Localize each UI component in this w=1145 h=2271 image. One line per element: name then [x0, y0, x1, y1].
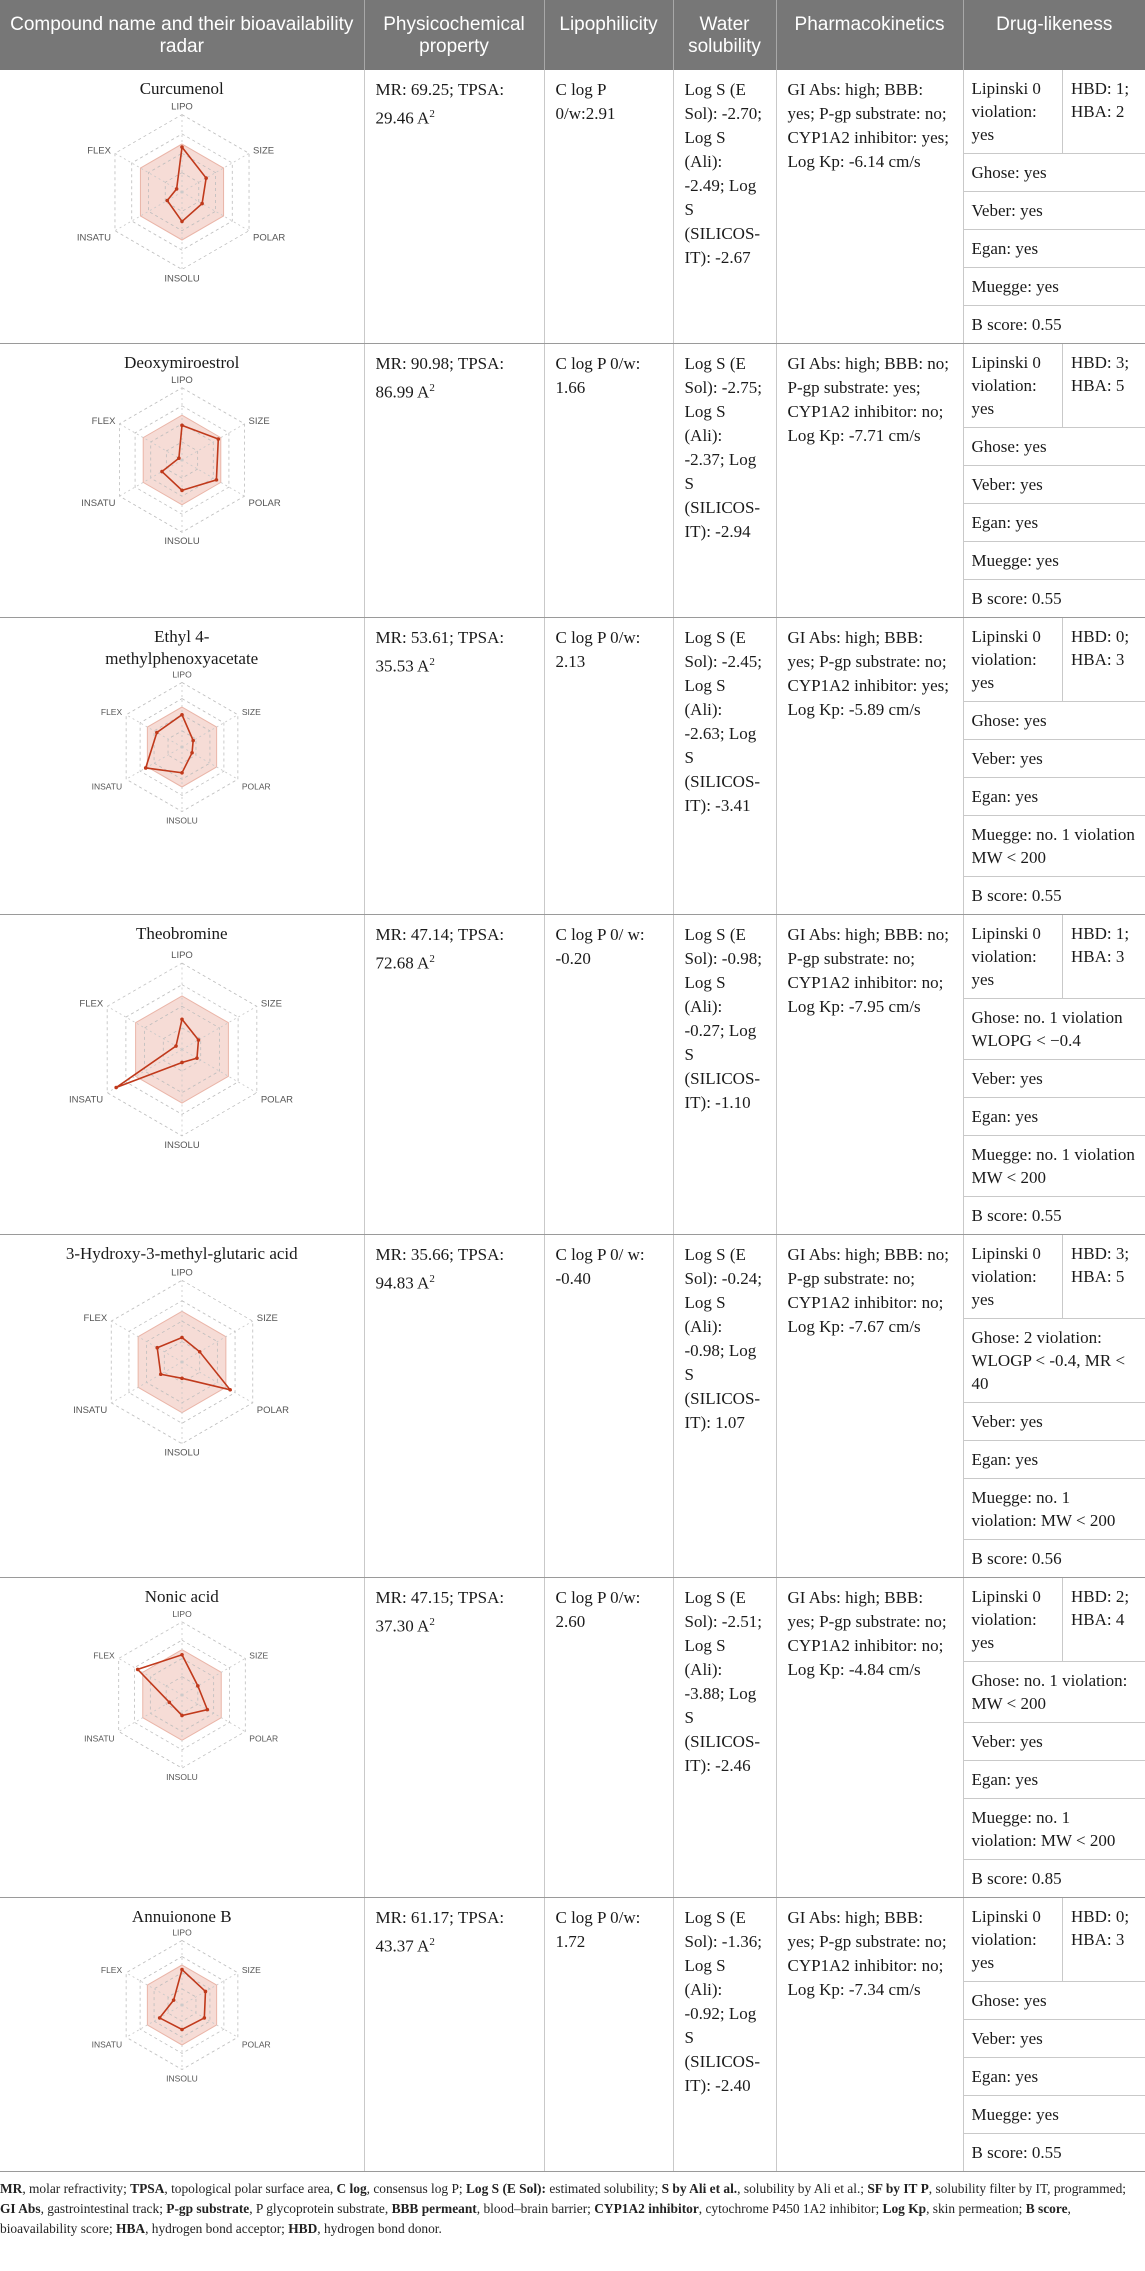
radar-label-lipo: LIPO [172, 1608, 192, 1619]
radar-point-size [198, 1350, 202, 1354]
water-solubility-value: Log S (E Sol): -1.36; Log S (Ali): -0.92; Log S (SILICOS-IT): -2.40 [684, 1908, 762, 2095]
drug-likeness-rule: B score: 0.55 [971, 315, 1062, 334]
compound-name: Deoxymiroestrol [124, 353, 240, 372]
lipinski-rule: Lipinski 0 violation: yes [964, 618, 1063, 702]
water-solubility-cell [673, 344, 776, 618]
footnote-definition: , bioavailability score; [0, 2201, 1071, 2236]
footnote-term: Log Kp [882, 2201, 927, 2216]
radar-label-insolu: INSOLU [164, 1139, 200, 1151]
radar-label-flex: FLEX [100, 1964, 122, 1975]
drug-likeness-rule: Egan: yes [964, 2058, 1145, 2096]
lipophilicity-value: C log P 0/w: 2.60 [555, 1588, 641, 1631]
footnote-term: Log S (E Sol): [465, 2181, 546, 2196]
water-solubility-cell [673, 70, 776, 344]
compound-cell [0, 1578, 364, 1898]
radar-point-lipo [180, 1653, 184, 1657]
drug-likeness-cell [963, 1578, 1145, 1898]
radar-label-insatu: INSATU [91, 781, 122, 792]
table-row [0, 618, 1145, 915]
water-solubility-cell [673, 1235, 776, 1578]
radar-point-flex [177, 456, 181, 460]
radar-point-insolu [180, 220, 184, 224]
radar-point-polar [202, 2016, 206, 2020]
pharmacokinetics-cell [776, 1578, 963, 1898]
drug-likeness-rules [964, 1235, 1145, 1577]
footnote-definition: , cytochrome P450 1A2 inhibitor; [698, 2201, 883, 2216]
header-compound: Compound name and their bioavailability radar [0, 0, 364, 70]
radar-label-size: SIZE [256, 1313, 278, 1325]
footnote-term: C log [336, 2181, 367, 2196]
squared-superscript: 2 [429, 1936, 435, 1948]
radar-point-lipo [180, 1336, 184, 1340]
radar-label-insolu: INSOLU [164, 1447, 200, 1459]
footnote-definition: , solubility filter by IT, programmed; [928, 2181, 1126, 2196]
radar-point-size [204, 176, 208, 180]
drug-likeness-rule: Veber: yes [964, 1723, 1145, 1761]
footnote-term: CYP1A2 inhibitor [594, 2201, 699, 2216]
lipinski-rule: Lipinski 0 violation: yes [964, 1898, 1063, 1982]
drug-likeness-rules [964, 1578, 1145, 1897]
radar-label-flex: FLEX [93, 1650, 115, 1661]
physchem-value: MR: 35.66; TPSA: 94.83 A [375, 1245, 505, 1293]
drug-likeness-rules [964, 1898, 1145, 2171]
table-row [0, 1578, 1145, 1898]
radar-point-lipo [180, 713, 184, 717]
lipophilicity-value: C log P 0/w: 2.13 [555, 628, 641, 671]
hbd-hba-value: HBD: 3; HBA: 5 [1063, 1235, 1145, 1319]
lipophilicity-cell [544, 1898, 673, 2172]
radar-label-insatu: INSATU [68, 1094, 103, 1106]
compound-name: Annuionone B [131, 1907, 232, 1926]
radar-label-insolu: INSOLU [164, 273, 200, 285]
radar-point-flex [155, 1346, 159, 1350]
drug-likeness-rule: Veber: yes [964, 192, 1145, 230]
drug-likeness-rule: Muegge: yes [964, 268, 1145, 306]
drug-likeness-rules [964, 915, 1145, 1234]
radar-label-flex: FLEX [91, 415, 116, 427]
physchem-cell [364, 344, 544, 618]
radar-point-insatu [159, 1372, 163, 1376]
table-row [0, 915, 1145, 1235]
footnote-term: MR [0, 2181, 23, 2196]
drug-likeness-rule: Veber: yes [964, 1060, 1145, 1098]
water-solubility-value: Log S (E Sol): -2.45; Log S (Ali): -2.63; Log S (SILICOS-IT): -3.41 [684, 628, 762, 815]
radar-label-size: SIZE [248, 415, 270, 427]
lipophilicity-cell [544, 915, 673, 1235]
radar-point-insolu [180, 1061, 184, 1065]
compound-cell [0, 1898, 364, 2172]
radar-point-insolu [180, 1714, 184, 1718]
radar-label-size: SIZE [241, 706, 261, 717]
radar-label-lipo: LIPO [172, 669, 192, 680]
radar-point-insatu [144, 766, 148, 770]
footnote-term: B score [1025, 2201, 1068, 2216]
radar-point-size [203, 1990, 207, 1994]
radar-point-insolu [180, 2028, 184, 2032]
hbd-hba-value: HBD: 1; HBA: 2 [1063, 70, 1145, 154]
table-footnote [0, 2172, 1145, 2239]
radar-point-insolu [180, 489, 184, 493]
water-solubility-value: Log S (E Sol): -2.51; Log S (Ali): -3.88; Log S (SILICOS-IT): -2.46 [684, 1588, 762, 1775]
water-solubility-value: Log S (E Sol): -2.75; Log S (Ali): -2.37; Log S (SILICOS-IT): -2.94 [684, 354, 762, 541]
header-pharmacokinetics: Pharmacokinetics [776, 0, 963, 70]
radar-point-flex [174, 1044, 178, 1048]
footnote-term: HBA [116, 2221, 146, 2236]
drug-likeness-rule: Egan: yes [964, 1098, 1145, 1136]
bioavailability-radar [77, 1608, 287, 1783]
lipophilicity-value: C log P 0/w: 1.66 [555, 354, 641, 397]
radar-label-size: SIZE [252, 145, 274, 157]
lipophilicity-value: C log P 0/ w: -0.20 [555, 925, 645, 968]
header-drug-likeness: Drug-likeness [963, 0, 1145, 70]
squared-superscript: 2 [429, 108, 435, 120]
drug-likeness-rules [964, 70, 1145, 343]
radar-label-polar: POLAR [256, 1404, 289, 1416]
footnote-term: HBD [288, 2221, 318, 2236]
water-solubility-cell [673, 915, 776, 1235]
radar-label-flex: FLEX [79, 998, 103, 1010]
hbd-hba-value: HBD: 0; HBA: 3 [1063, 618, 1145, 702]
lipophilicity-cell [544, 1235, 673, 1578]
footnote-definition: , molar refractivity; [22, 2181, 131, 2196]
drug-likeness-rule: Egan: yes [964, 230, 1145, 268]
lipophilicity-cell [544, 618, 673, 915]
bioavailability-radar [77, 1927, 287, 2084]
footnote-term: SF by IT P [867, 2181, 929, 2196]
lipinski-rule: Lipinski 0 violation: yes [964, 915, 1063, 999]
water-solubility-cell [673, 618, 776, 915]
radar-point-flex [172, 1998, 176, 2002]
radar-point-insolu [180, 771, 184, 775]
radar-label-insolu: INSOLU [165, 1772, 198, 1783]
pharmacokinetics-cell [776, 1898, 963, 2172]
physchem-value: MR: 69.25; TPSA: 29.46 A [375, 80, 505, 128]
radar-point-polar [214, 478, 218, 482]
drug-likeness-rule: Ghose: 2 violation: WLOGP < -0.4, MR < 40 [964, 1319, 1145, 1403]
squared-superscript: 2 [429, 1616, 435, 1628]
radar-label-insatu: INSATU [72, 1404, 107, 1416]
physchem-cell [364, 618, 544, 915]
radar-label-lipo: LIPO [170, 374, 193, 386]
drug-likeness-rule: Ghose: no. 1 violation: MW < 200 [964, 1662, 1145, 1723]
pharmacokinetics-cell [776, 1235, 963, 1578]
radar-label-polar: POLAR [248, 498, 281, 510]
radar-label-polar: POLAR [241, 781, 271, 792]
footnote-definition: estimated solubility; [545, 2181, 662, 2196]
radar-label-lipo: LIPO [170, 1267, 193, 1279]
compound-name: Ethyl 4-methylphenoxyacetate [105, 627, 259, 668]
drug-likeness-rule: Muegge: yes [964, 2096, 1145, 2134]
drug-likeness-rule: Veber: yes [964, 1403, 1145, 1441]
drug-likeness-rule: Muegge: no. 1 violation: MW < 200 [964, 1799, 1145, 1860]
drug-likeness-rule: B score: 0.56 [971, 1549, 1062, 1568]
radar-point-insolu [180, 1377, 184, 1381]
radar-label-polar: POLAR [241, 2039, 271, 2050]
lipophilicity-cell [544, 344, 673, 618]
drug-likeness-rule: B score: 0.85 [971, 1869, 1062, 1888]
water-solubility-cell [673, 1898, 776, 2172]
lipinski-rule: Lipinski 0 violation: yes [964, 1578, 1063, 1662]
physchem-value: MR: 90.98; TPSA: 86.99 A [375, 354, 505, 402]
water-solubility-value: Log S (E Sol): -0.24; Log S (Ali): -0.98; Log S (SILICOS-IT): 1.07 [684, 1245, 762, 1432]
drug-likeness-rule: Ghose: yes [964, 154, 1145, 192]
radar-label-flex: FLEX [86, 145, 111, 157]
footnote-definition: , topological polar surface area, [164, 2181, 337, 2196]
compound-name: Nonic acid [144, 1587, 219, 1606]
footnote-term: TPSA [130, 2181, 165, 2196]
pharmacokinetics-value: GI Abs: high; BBB: no; P-gp substrate: yes; CYP1A2 inhibitor: no; Log Kp: -7.71 cm/s [787, 354, 950, 445]
radar-label-lipo: LIPO [170, 101, 193, 113]
bioavailability-radar [62, 374, 302, 548]
footnote-definition: , blood–brain barrier; [476, 2201, 595, 2216]
compound-name: 3-Hydroxy-3-methyl-glutaric acid [65, 1244, 298, 1263]
lipinski-rule: Lipinski 0 violation: yes [964, 344, 1063, 428]
hbd-hba-value: HBD: 2; HBA: 4 [1063, 1578, 1145, 1662]
lipophilicity-cell [544, 70, 673, 344]
drug-likeness-rule: Ghose: no. 1 violation WLOPG < −0.4 [964, 999, 1145, 1060]
water-solubility-cell [673, 1578, 776, 1898]
footnote-definition: , solubility by Ali et al.; [737, 2181, 868, 2196]
radar-label-polar: POLAR [260, 1094, 293, 1106]
radar-point-lipo [180, 145, 184, 149]
drug-likeness-rule: Ghose: yes [964, 428, 1145, 466]
physchem-cell [364, 1898, 544, 2172]
radar-point-lipo [180, 1017, 184, 1021]
pharmacokinetics-value: GI Abs: high; BBB: no; P-gp substrate: no; CYP1A2 inhibitor: no; Log Kp: -7.67 cm/s [787, 1245, 950, 1336]
drug-likeness-cell [963, 915, 1145, 1235]
physchem-cell [364, 1578, 544, 1898]
pharmacokinetics-value: GI Abs: high; BBB: yes; P-gp substrate: no; CYP1A2 inhibitor: yes; Log Kp: -6.14 cm/s [787, 80, 950, 171]
physchem-value: MR: 53.61; TPSA: 35.53 A [375, 628, 505, 676]
table-row [0, 1235, 1145, 1578]
bioavailability-radar [62, 100, 302, 285]
hbd-hba-value: HBD: 3; HBA: 5 [1063, 344, 1145, 428]
water-solubility-value: Log S (E Sol): -2.70; Log S (Ali): -2.49; Log S (SILICOS-IT): -2.67 [684, 80, 762, 267]
squared-superscript: 2 [429, 656, 435, 668]
radar-point-polar [205, 1708, 209, 1712]
hbd-hba-value: HBD: 0; HBA: 3 [1063, 1898, 1145, 1982]
radar-point-insatu [167, 1701, 171, 1705]
drug-likeness-rule: B score: 0.55 [971, 2143, 1062, 2162]
radar-point-size [216, 437, 220, 441]
footnote-definition: , P glycoprotein substrate, [249, 2201, 392, 2216]
header-water-solubility: Water solubility [673, 0, 776, 70]
drug-likeness-rule: B score: 0.55 [971, 886, 1062, 905]
physchem-cell [364, 1235, 544, 1578]
radar-label-flex: FLEX [100, 706, 122, 717]
drug-likeness-rule: B score: 0.55 [971, 589, 1062, 608]
drug-likeness-cell [963, 344, 1145, 618]
pharmacokinetics-cell [776, 70, 963, 344]
drug-likeness-rule: Muegge: no. 1 violation: MW < 200 [964, 1479, 1145, 1540]
physchem-cell [364, 70, 544, 344]
bioavailability-radar [77, 669, 287, 826]
pharmacokinetics-cell [776, 618, 963, 915]
drug-likeness-rule: Egan: yes [964, 778, 1145, 816]
footnote-definition: , hydrogen bond donor. [317, 2221, 442, 2236]
compound-cell [0, 1235, 364, 1578]
footnote-term: S by Ali et al. [661, 2181, 738, 2196]
radar-point-size [196, 1684, 200, 1688]
drug-likeness-rule: Muegge: no. 1 violation MW < 200 [964, 1136, 1145, 1197]
compound-cell [0, 618, 364, 915]
drug-likeness-rule: Egan: yes [964, 504, 1145, 542]
radar-label-insatu: INSATU [81, 498, 116, 510]
drug-likeness-rule: Ghose: yes [964, 1982, 1145, 2020]
table-header-row [0, 0, 1145, 70]
drug-likeness-cell [963, 1235, 1145, 1578]
drug-likeness-cell [963, 618, 1145, 915]
drug-likeness-rule: Muegge: no. 1 violation MW < 200 [964, 816, 1145, 877]
radar-label-insolu: INSOLU [165, 2073, 198, 2084]
radar-label-size: SIZE [249, 1650, 268, 1661]
footnote-term: P-gp substrate [166, 2201, 250, 2216]
radar-label-insatu: INSATU [76, 232, 111, 244]
radar-label-insolu: INSOLU [164, 536, 200, 548]
table-row [0, 1898, 1145, 2172]
lipinski-rule: Lipinski 0 violation: yes [964, 1235, 1063, 1319]
squared-superscript: 2 [429, 1273, 435, 1285]
compound-cell [0, 915, 364, 1235]
pharmacokinetics-value: GI Abs: high; BBB: yes; P-gp substrate: no; CYP1A2 inhibitor: no; Log Kp: -7.34 cm/s [787, 1908, 947, 1999]
footnote-term: BBB permeant [391, 2201, 477, 2216]
radar-label-insatu: INSATU [83, 1733, 115, 1744]
radar-label-insolu: INSOLU [165, 815, 198, 826]
radar-label-lipo: LIPO [172, 1927, 192, 1938]
compound-name: Theobromine [135, 924, 228, 943]
radar-point-lipo [180, 424, 184, 428]
radar-point-flex [136, 1668, 140, 1672]
compound-name: Curcumenol [139, 79, 224, 98]
pharmacokinetics-value: GI Abs: high; BBB: yes; P-gp substrate: no; CYP1A2 inhibitor: yes; Log Kp: -5.89 cm/s [787, 628, 950, 719]
pharmacokinetics-cell [776, 344, 963, 618]
drug-likeness-rule: Egan: yes [964, 1761, 1145, 1799]
pharmacokinetics-cell [776, 915, 963, 1235]
drug-likeness-rule: Veber: yes [964, 466, 1145, 504]
header-lipophilicity: Lipophilicity [544, 0, 673, 70]
lipophilicity-value: C log P 0/w:2.91 [555, 80, 616, 123]
lipophilicity-cell [544, 1578, 673, 1898]
drug-likeness-rule: Veber: yes [964, 2020, 1145, 2058]
radar-point-insatu [160, 470, 164, 474]
lipinski-rule: Lipinski 0 violation: yes [964, 70, 1063, 154]
radar-point-polar [195, 1056, 199, 1060]
physchem-value: MR: 47.15; TPSA: 37.30 A [375, 1588, 505, 1636]
radar-point-lipo [180, 1968, 184, 1972]
radar-point-insatu [158, 2016, 162, 2020]
table-row [0, 344, 1145, 618]
radar-label-size: SIZE [241, 1964, 261, 1975]
drug-likeness-rule: Ghose: yes [964, 702, 1145, 740]
radar-point-flex [155, 731, 159, 735]
radar-label-lipo: LIPO [170, 950, 193, 962]
radar-point-polar [190, 751, 194, 755]
drug-likeness-rules [964, 618, 1145, 914]
physchem-value: MR: 47.14; TPSA: 72.68 A [375, 925, 505, 973]
radar-point-flex [175, 187, 179, 191]
squared-superscript: 2 [429, 382, 435, 394]
header-physchem: Physicochemical property [364, 0, 544, 70]
squared-superscript: 2 [429, 953, 435, 965]
drug-likeness-rule: Egan: yes [964, 1441, 1145, 1479]
footnote-term: GI Abs [0, 2201, 41, 2216]
radar-label-flex: FLEX [83, 1313, 107, 1325]
water-solubility-value: Log S (E Sol): -0.98; Log S (Ali): -0.27; Log S (SILICOS-IT): -1.10 [684, 925, 762, 1112]
lipophilicity-value: C log P 0/w: 1.72 [555, 1908, 641, 1951]
pharmacokinetics-value: GI Abs: high; BBB: no; P-gp substrate: no; CYP1A2 inhibitor: no; Log Kp: -7.95 cm/s [787, 925, 950, 1016]
radar-point-insatu [165, 199, 169, 203]
pharmacokinetics-value: GI Abs: high; BBB: yes; P-gp substrate: no; CYP1A2 inhibitor: no; Log Kp: -4.84 cm/s [787, 1588, 947, 1679]
radar-label-insatu: INSATU [91, 2039, 122, 2050]
physchem-cell [364, 915, 544, 1235]
table-row [0, 70, 1145, 344]
drug-likeness-rule: Muegge: yes [964, 542, 1145, 580]
radar-point-size [191, 739, 195, 743]
footnote-definition: , skin permeation; [926, 2201, 1026, 2216]
radar-label-polar: POLAR [252, 232, 285, 244]
radar-label-polar: POLAR [249, 1733, 278, 1744]
bioavailability-radar [62, 1265, 302, 1459]
bioavailability-radar [62, 945, 302, 1150]
radar-label-size: SIZE [260, 998, 282, 1010]
radar-point-polar [200, 202, 204, 206]
drug-likeness-cell [963, 1898, 1145, 2172]
drug-likeness-rule: Veber: yes [964, 740, 1145, 778]
radar-point-polar [228, 1388, 232, 1392]
hbd-hba-value: HBD: 1; HBA: 3 [1063, 915, 1145, 999]
compound-cell [0, 70, 364, 344]
radar-point-size [196, 1038, 200, 1042]
lipophilicity-value: C log P 0/ w: -0.40 [555, 1245, 645, 1288]
drug-likeness-rule: B score: 0.55 [971, 1206, 1062, 1225]
compound-cell [0, 344, 364, 618]
drug-likeness-cell [963, 70, 1145, 344]
footnote-definition: , consensus log P; [366, 2181, 466, 2196]
footnote-definition: , hydrogen bond acceptor; [145, 2221, 289, 2236]
drug-likeness-rules [964, 344, 1145, 617]
radar-point-insatu [114, 1086, 118, 1090]
physchem-value: MR: 61.17; TPSA: 43.37 A [375, 1908, 505, 1956]
footnote-definition: , gastrointestinal track; [40, 2201, 167, 2216]
